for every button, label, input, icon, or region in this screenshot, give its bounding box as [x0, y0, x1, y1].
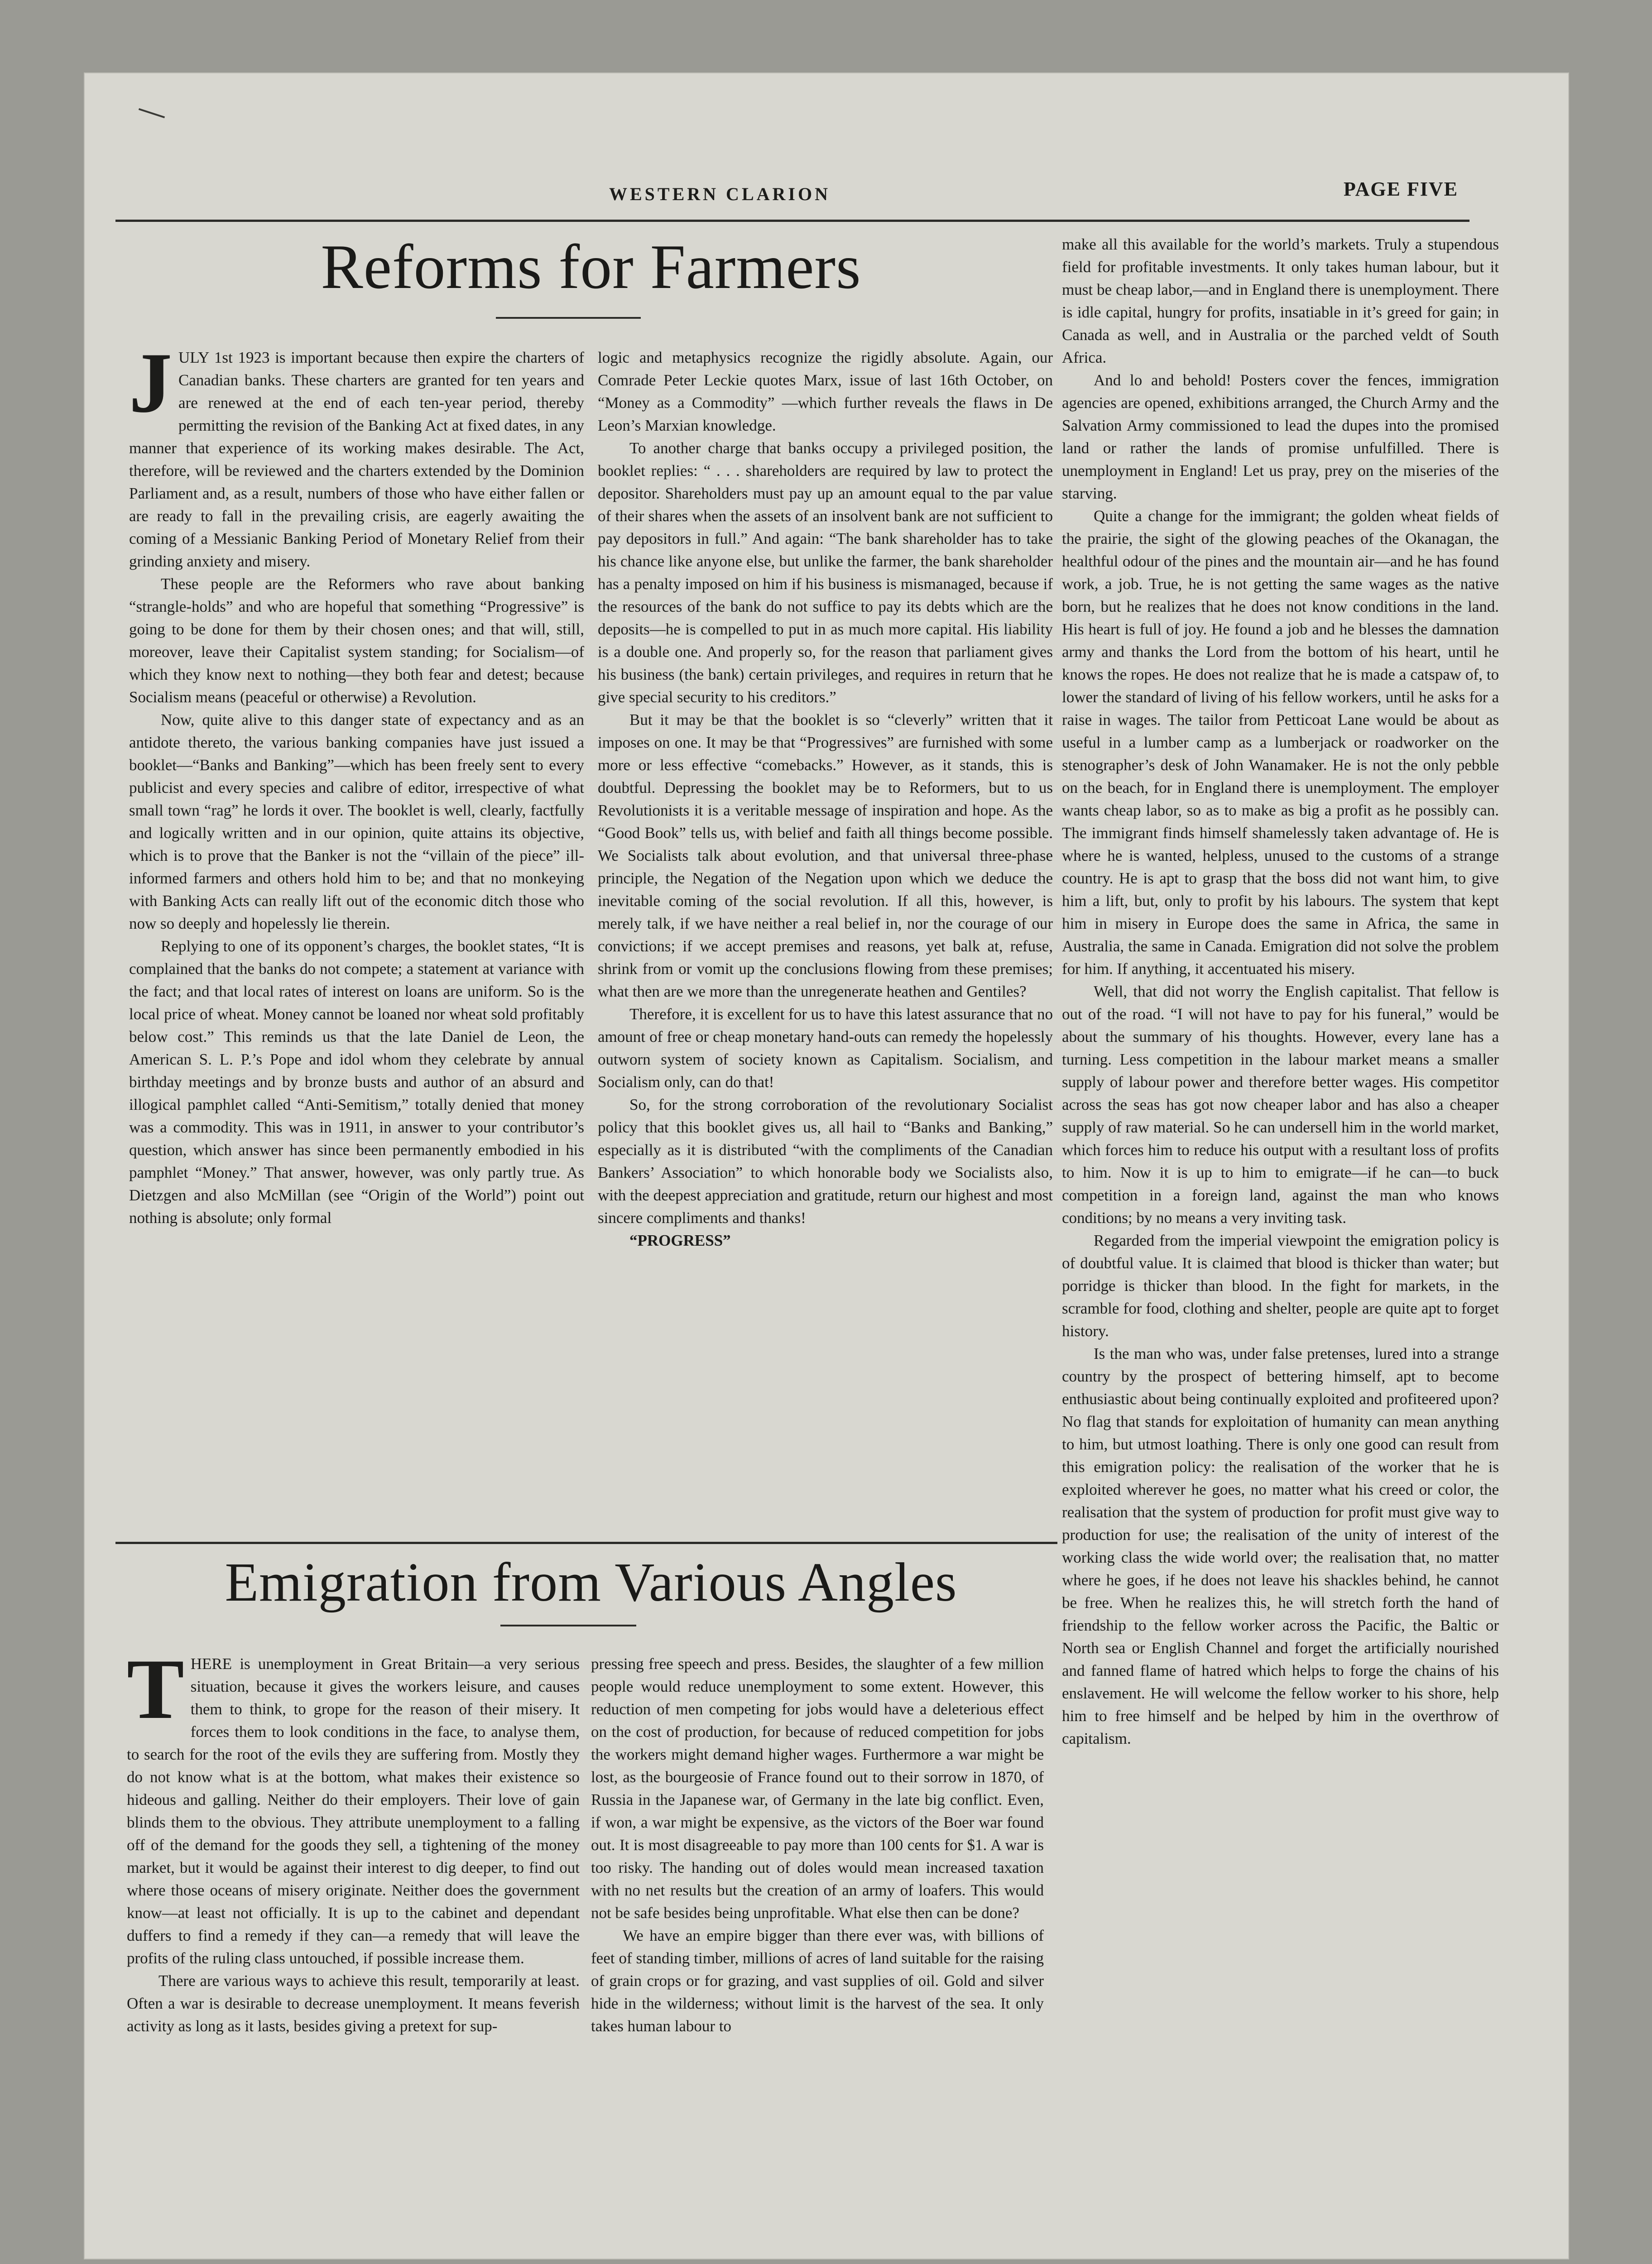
stray-mark	[139, 108, 165, 118]
page-number: PAGE FIVE	[1343, 178, 1458, 200]
paragraph: Now, quite alive to this danger state of expectancy and as an antidote thereto, the various banking companies have just issued a booklet—“Banks and Banking”—which has been freely sent to every publicist and every species and calibre of editor, irrespective of what small town “rag” he lords it over. The booklet is well, clearly, factfully and logically written and in our opinion, quite attains its objective, which is to prove that the Banker is not the “villain of the piece” ill-informed farmers and others hold him to be; and that no monkeying with Banking Acts can really lift out of the economic ditch those who now so deeply and hopelessly lie therein.	[129, 711, 584, 932]
paragraph: There are various ways to achieve this result, temporarily at least. Often a war is desirable to decrease unemployment. It means feverish activity as long as it lasts, besides giving a pretext for sup-	[127, 1972, 580, 2035]
article-divider	[115, 1542, 1057, 1544]
article1-column-1	[129, 336, 584, 1229]
article2-column-1	[127, 1642, 580, 2038]
paragraph: Regarded from the imperial viewpoint the emigration policy is of doubtful value. It is claimed that blood is thicker than water; but porridge is thicker than blood. In the fight for markets, in the scramble for food, clothing and shelter, people are quite apt to forget history.	[1062, 1232, 1499, 1340]
paragraph: make all this available for the world’s markets. Truly a stupendous field for profitable investments. It only takes human labour, but it must be cheap labor,—and in England there is unemployment. There is idle capital, hungry for profits, insatiable in it’s greed for gain; in Canada as well, and in Australia or the parched veldt of South Africa.	[1062, 235, 1499, 366]
paragraph: logic and metaphysics recognize the rigidly absolute. Again, our Comrade Peter Leckie quotes Marx, issue of last 16th October, on “Money as a Commodity” —which further reveals the flaws in De Leon’s Marxian knowledge.	[598, 349, 1053, 434]
paragraph: But it may be that the booklet is so “cleverly” written that it imposes on one. It may be that “Progressives” are furnished with some more or less effective “comebacks.” However, as it stands, this is doubtful. Depressing the booklet may be to Reformers, but to us Revolutionists it is a veritable message of inspiration and hope. As the “Good Book” tells us, with belief and faith all things become possible. We Socialists talk about evolution, and that universal three-phase principle, the Negation of the Negation upon which we deduce the inevitable coming of the social revolution. If all this, however, is merely talk, if we have neither a real belief in, nor the courage of our convictions; if we accept premises and reasons, yet balk at, refuse, shrink from or vomit up the conclusions flowing from these premises; what then are we more than the unregenerate heathen and Gentiles?	[598, 711, 1053, 1000]
paragraph: Quite a change for the immigrant; the golden wheat fields of the prairie, the sight of the glowing peaches of the Okanagan, the healthful odour of the pines and the mountain air—and he has found work, a job. True, he is not getting the same wages as the native born, but he realizes that he does not know conditions in the land. His heart is full of joy. He found a job and he blesses the damnation army and thanks the Lord from the bottom of his heart, until he knows the ropes. He does not realize that he is made a catspaw of, to lower the standard of living of his fellow workers, until he asks for a raise in wages. The tailor from Petticoat Lane would be about as useful in a lumber camp as a lumberjack or roadworker on the stenographer’s desk of John Wanamaker. He is not the only pebble on the beach, for in England there is unemployment. The employer wants cheap labor, so as to make as big a profit as he possibly can. The immigrant finds himself shamelessly taken advantage of. He is where he is wanted, helpless, unused to the customs of a strange country. He is apt to grasp that the boss did not want him, to give him a lift, but, only to profit by his labours. The system that kept him in misery in Europe does the same in Africa, the same in Australia, the same in Canada. Emigration did not solve the problem for him. If anything, it accentuated his misery.	[1062, 507, 1499, 978]
article1-title-rule	[496, 317, 641, 319]
paragraph: HERE is unemployment in Great Britain—a very serious situation, because it gives the workers leisure, and causes them to think, to grope for the reason of their misery. It forces them to look conditions in the face, to analyse them, to search for the root of the evils they are suffering from. Mostly they do not know what is at the bottom, what makes their existence so hideous and galling. Neither do their employers. Their love of gain blinds them to the obvious. They attribute unemployment to a falling off of the demand for the goods they sell, a tightening of the money market, but it would be against their interest to dig deeper, to find out where those oceans of misery originate. Neither does the government know—at least not officially. It is up to the cabinet and dependant duffers to find a remedy if they can—a remedy that will leave the profits of the ruling class untouched, if possible increase them.	[127, 1655, 580, 1967]
article2-column-2	[591, 1653, 1044, 2038]
article2-title: Emigration from Various Angles	[225, 1552, 957, 1613]
paragraph: And lo and behold! Posters cover the fences, immigration agencies are opened, exhibitions arranged, the Church Army and the Salvation Army commissioned to lead the dupes into the promised land or rather the lands of promise unfulfilled. There is unemployment in England! Let us pray, prey on the miseries of the starving.	[1062, 371, 1499, 502]
paragraph: Replying to one of its opponent’s charges, the booklet states, “It is complained that the banks do not compete; a statement at variance with the fact; and that local rates of interest on loans are uniform. So is the local price of wheat. Money cannot be loaned nor wheat sold profitably below cost.” This reminds us that the late Daniel de Leon, the American S. L. P.’s Pope and idol whom they celebrate by annual birthday meetings and by bronze busts and author of an absurd and illogical pamphlet called “Anti-Semitism,” totally denied that money was a commodity. This was in 1911, in answer to your contributor’s question, which answer has since been permanently embodied in his pamphlet “Money.” That answer, however, was only partly true. As Dietzgen and also McMillan (see “Origin of the World”) point out nothing is absolute; only formal	[129, 937, 584, 1227]
paragraph: ULY 1st 1923 is important because then expire the charters of Canadian banks. These charters are granted for ten years and are renewed at the end of each ten-year period, thereby permitting the revision of the Banking Act at fixed dates, in any manner that experience of its working makes desirable. The Act, therefore, will be reviewed and the charters extended by the Dominion Parliament and, as a result, numbers of those who have either fallen or are ready to fall in the prevailing crisis, are eagerly awaiting the coming of a Messianic Banking Period of Monetary Relief from their grinding anxiety and misery.	[129, 349, 584, 570]
article1-title: Reforms for Farmers	[321, 232, 861, 302]
paragraph: So, for the strong corroboration of the revolutionary Socialist policy that this booklet gives us, all hail to “Banks and Banking,” especially as it is distributed “with the compliments of the Canadian Bankers’ Association” to which honorable body we Socialists also, with the deepest appreciation and gratitude, return our highest and most sincere compliments and thanks!	[598, 1096, 1053, 1227]
article2-title-rule	[500, 1625, 636, 1626]
paragraph: To another charge that banks occupy a privileged position, the booklet replies: “ . . . shareholders are required by law to protect the depositor. Shareholders must pay up an amount equal to the par value of their shares when the assets of an insolvent bank are not sufficient to pay depositors in full.” And again: “The bank shareholder has to take his chance like anyone else, but unlike the farmer, the bank shareholder has a penalty imposed on him if his business is mismanaged, because if the resources of the bank do not suffice to pay its debts which are the deposits—he is compelled to put in as much more capital. His liability is a double one. And properly so, for the reason that parliament gives his business (the bank) certain privileges, and requires in return that he give special security to his creditors.”	[598, 439, 1053, 706]
article1-dropcap: J	[129, 336, 172, 431]
paragraph: These people are the Reformers who rave about banking “strangle-holds” and who are hopeful that something “Progressive” is going to be done for them by their chosen ones; and that will, still, moreover, leave their Capitalist system standing; for Socialism—of which they know next to nothing—they both fear and detest; because Socialism means (peaceful or otherwise) a Revolution.	[129, 575, 584, 706]
paragraph: Well, that did not worry the English capitalist. That fellow is out of the road. “I will not have to pay for his funeral,” would be about the summary of his thoughts. However, every lane has a turning. Less competition in the labour market means a smaller supply of labour power and therefore better wages. His competitor across the seas has got now cheaper labor and has also a cheaper supply of raw material. So he can undersell him in the world market, which forces him to reduce his output with a resultant loss of profits to him. Now it is up to him to emigrate—if he can—to buck competition in a foreign land, against the man who knows conditions; by no means a very inviting task.	[1062, 983, 1499, 1227]
article1-column-2	[598, 346, 1053, 1252]
article2-column-3	[1062, 233, 1499, 1750]
paragraph: We have an empire bigger than there ever was, with billions of feet of standing timber, millions of acres of land suitable for the raising of grain crops or for grazing, and vast supplies of oil. Gold and silver hide in the wilderness; without limit is the harvest of the sea. It only takes human labour to	[591, 1927, 1044, 2035]
paragraph: Therefore, it is excellent for us to have this latest assurance that no amount of free or cheap monetary hand-outs can remedy the hopelessly outworn system of society known as Capitalism. Socialism, and Socialism only, can do that!	[598, 1005, 1053, 1091]
newspaper-page	[84, 72, 1569, 2259]
article2-dropcap: T	[127, 1642, 184, 1737]
masthead: WESTERN CLARION	[609, 184, 831, 204]
article1-signature: “PROGRESS”	[629, 1232, 731, 1249]
paragraph: Is the man who was, under false pretenses, lured into a strange country by the prospect of bettering himself, apt to become enthusiastic about being continually exploited and profiteered upon? No flag that stands for exploitation of humanity can mean anything to him, but utmost loathing. There is only one good can result from this emigration policy: the realisation of the worker that he is exploited wherever he goes, no matter what his creed or color, the realisation that the system of production for profit must give way to production for use; the realisation of the unity of interest of the working class the wide world over; the realisation that, no matter where he goes, if he does not leave his shackles behind, he cannot be free. When he realizes this, he will stretch forth the hand of friendship to the fellow worker across the Pacific, the Baltic or North sea or English Channel and forget the artificially nourished and fanned flame of hatred which helps to forge the chains of his enslavement. He will welcome the fellow worker to his shore, help him to free himself and be helped by him in the overthrow of capitalism.	[1062, 1345, 1499, 1747]
paragraph: pressing free speech and press. Besides, the slaughter of a few million people would reduce unemployment to some extent. However, this reduction of men competing for jobs would have a deleterious effect on the cost of production, for because of reduced competition for jobs the workers might demand higher wages. Furthermore a war might be lost, as the bourgeosie of France found out to their sorrow in 1870, of Russia in the Japanese war, of Germany in the late big conflict. Even, if won, a war might be expensive, as the victors of the Boer war found out. It is most disagreeable to pay more than 100 cents for $1. A war is too risky. The handing out of doles would mean increased taxation with no net results but the creation of an army of loafers. This would not be safe besides being unprofitable. What else then can be done?	[591, 1655, 1044, 1922]
header-rule	[115, 220, 1470, 222]
